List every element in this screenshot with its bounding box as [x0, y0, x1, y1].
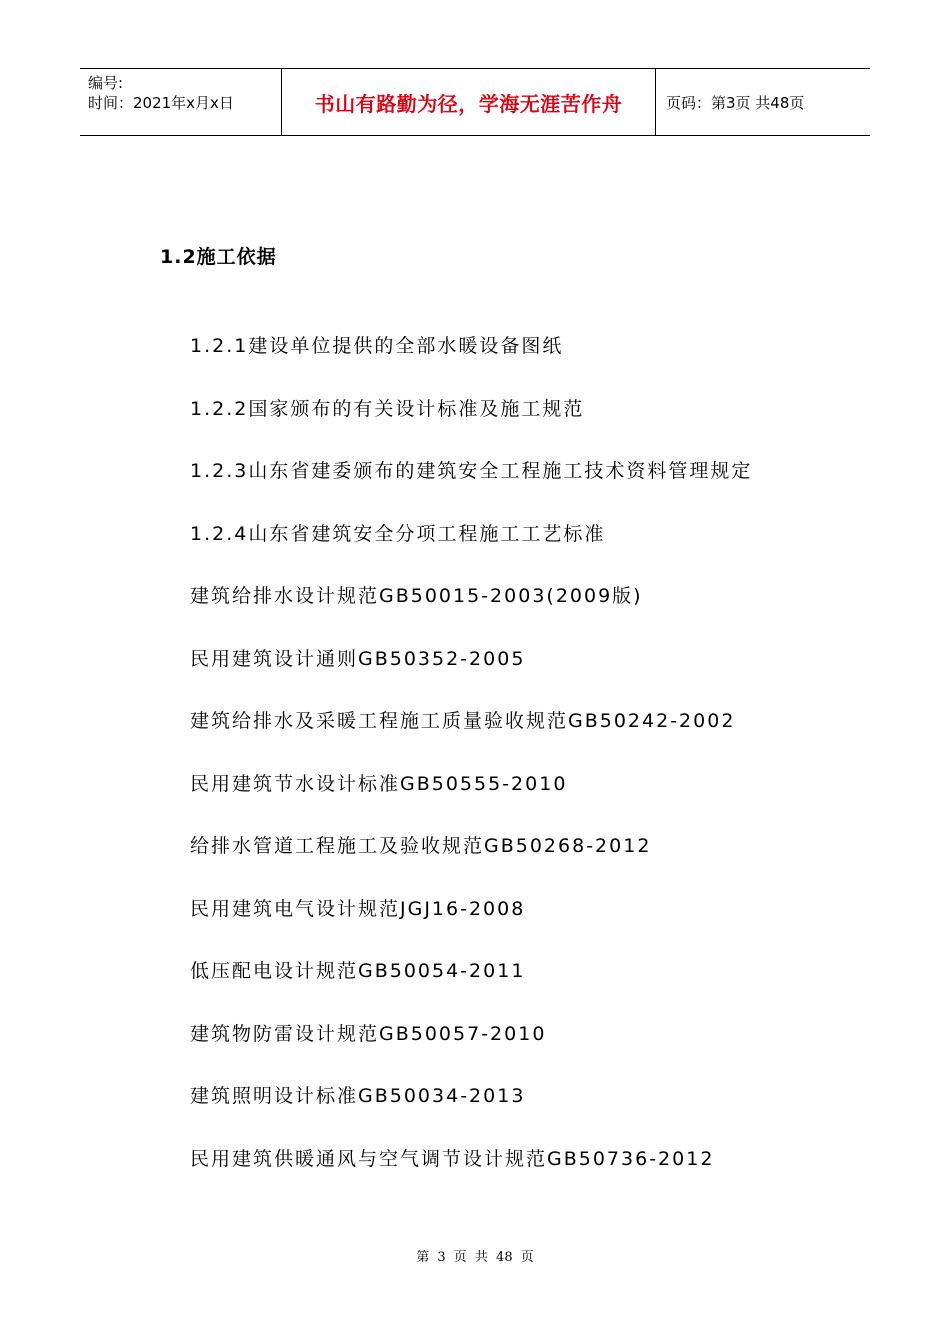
list-item: 建筑给排水及采暖工程施工质量验收规范GB50242-2002 — [190, 710, 736, 732]
page-footer: 第 3 页 共 48 页 — [416, 1250, 534, 1265]
list-item: 建筑照明设计标准GB50034-2013 — [190, 1085, 526, 1107]
header-page-info: 页码：第3页 共48页 — [666, 93, 805, 112]
list-item: 1.2.3山东省建委颁布的建筑安全工程施工技术资料管理规定 — [190, 460, 753, 482]
header-meta — [80, 69, 282, 135]
list-item: 1.2.1建设单位提供的全部水暖设备图纸 — [190, 335, 564, 357]
list-item: 建筑给排水设计规范GB50015-2003(2009版) — [190, 585, 643, 607]
number-label: 编号: — [88, 74, 124, 92]
list-item: 低压配电设计规范GB50054-2011 — [190, 960, 526, 982]
list-item: 1.2.4山东省建筑安全分项工程施工工艺标准 — [190, 522, 606, 545]
list-item: 民用建筑供暖通风与空气调节设计规范GB50736-2012 — [190, 1147, 715, 1170]
time-label: 时间：2021年x月x日 — [88, 94, 234, 112]
list-item: 建筑物防雷设计规范GB50057-2010 — [190, 1022, 547, 1045]
list-item: 民用建筑设计通则GB50352-2005 — [190, 647, 526, 670]
list-item: 给排水管道工程施工及验收规范GB50268-2012 — [190, 835, 652, 857]
list-item: 民用建筑电气设计规范JGJ16-2008 — [190, 897, 526, 920]
list-item: 民用建筑节水设计标准GB50555-2010 — [190, 772, 568, 795]
list-item: 1.2.2国家颁布的有关设计标准及施工规范 — [190, 397, 585, 420]
section-title: 1.2施工依据 — [160, 246, 277, 268]
page-header — [80, 68, 870, 136]
header-motto: 书山有路勤为径，学海无涯苦作舟 — [282, 69, 656, 135]
reference-list — [190, 328, 850, 1203]
